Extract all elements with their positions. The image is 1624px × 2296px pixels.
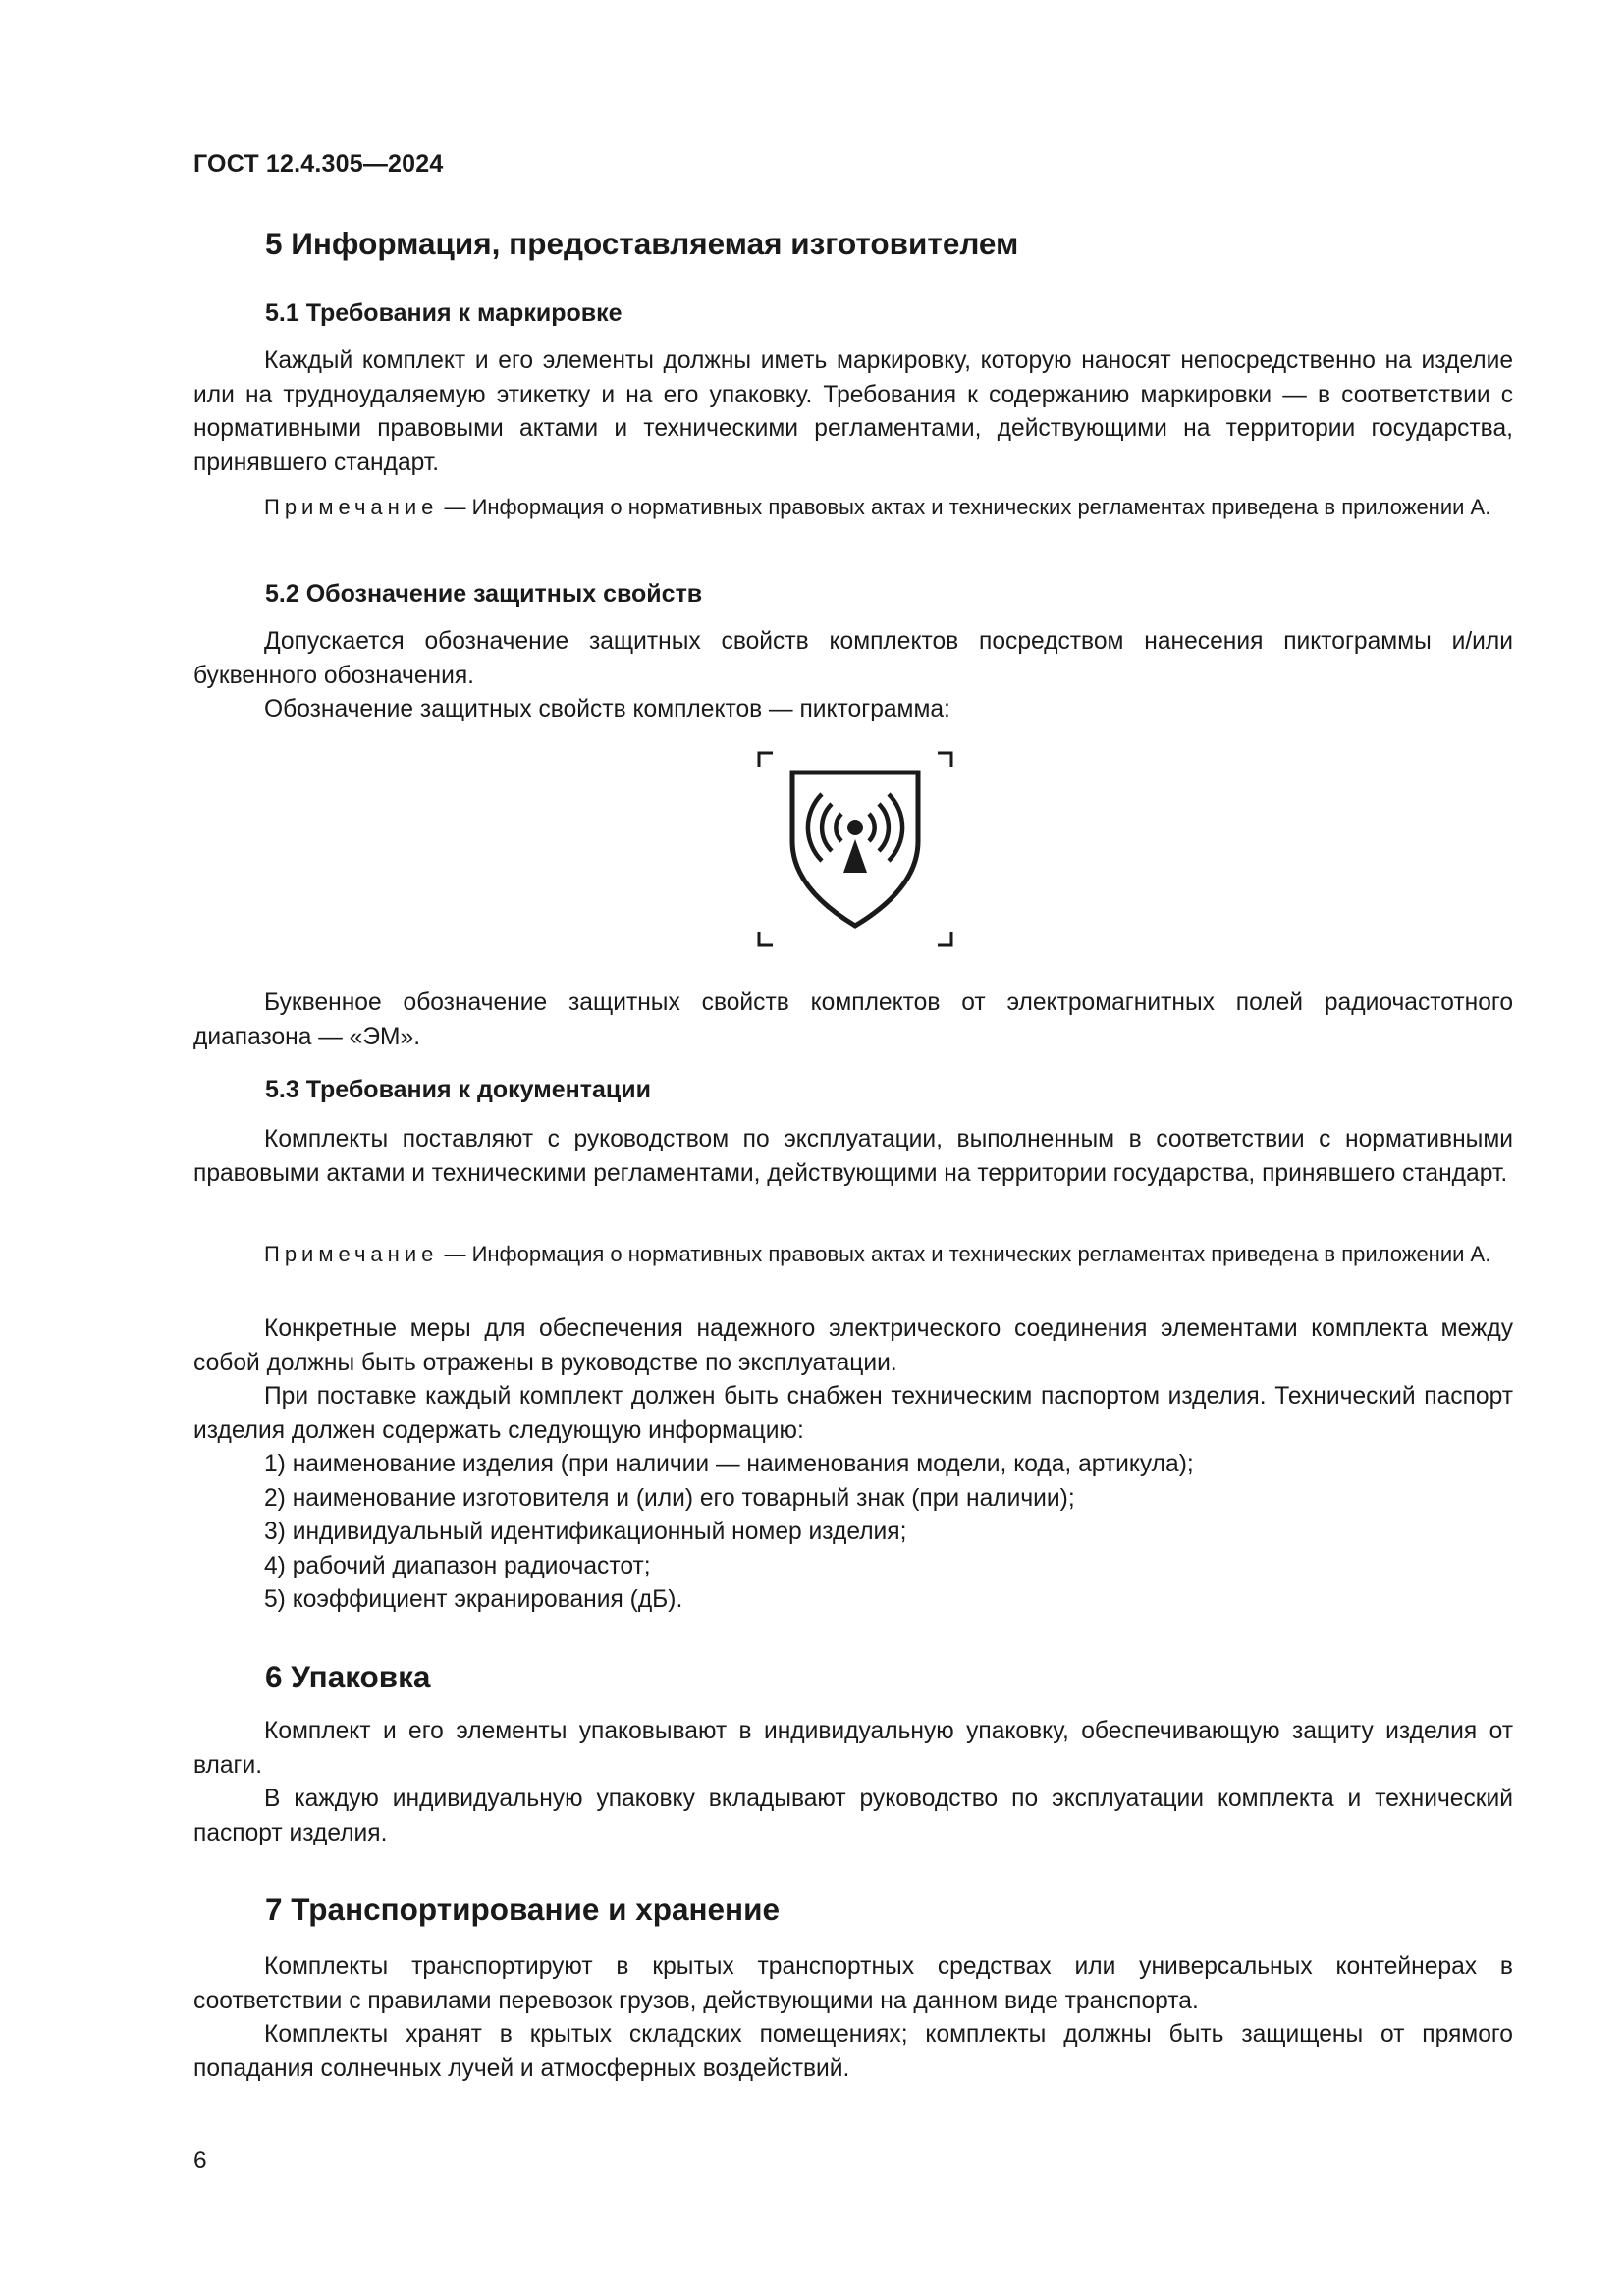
standard-code: ГОСТ 12.4.305—2024 [193, 150, 444, 178]
list-item: 2) наименование изготовителя и (или) его товарный знак (при наличии); [264, 1484, 1075, 1512]
paragraph-7-transport: Комплекты транспортируют в крытых транспортных средствах или универсальных контейнерах в соответствии с правилами перевозок грузов, действующими на данном виде транспорта. [193, 1953, 1513, 2014]
note-5-3 [193, 1239, 1513, 1270]
note-text: — Информация о нормативных правовых актах и технических регламентах приведена в приложении А. [438, 1242, 1491, 1266]
list-item: 5) коэффициент экранирования (дБ). [264, 1586, 683, 1614]
section-7-heading: 7 Транспортирование и хранение [265, 1892, 780, 1927]
subsection-5-3-heading: 5.3 Требования к документации [265, 1076, 651, 1103]
paragraph-6-packaging: Комплект и его элементы упаковывают в индивидуальную упаковку, обеспечивающую защиту изделия от влаги. [193, 1718, 1513, 1779]
paragraph-5-2-pictogram-intro: Обозначение защитных свойств комплектов — пиктограмма: [264, 696, 950, 722]
note-label: Примечание [264, 495, 439, 519]
subsection-5-1-heading: 5.1 Требования к маркировке [265, 299, 623, 327]
paragraph-5-3-passport: При поставке каждый комплект должен быть снабжен техническим паспортом изделия. Технический паспорт изделия должен содержать следующую информацию: [193, 1383, 1513, 1444]
paragraph-5-3-connection: Конкретные меры для обеспечения надежного электрического соединения элементами комплекта между собой должны быть отражены в руководстве по эксплуатации. [193, 1315, 1513, 1376]
paragraph-5-2-allowed: Допускается обозначение защитных свойств комплектов посредством нанесения пиктограммы и/или буквенного обозначения. [193, 628, 1513, 689]
page-number: 6 [193, 2148, 207, 2174]
section-5-heading: 5 Информация, предоставляемая изготовителем [265, 226, 1019, 261]
note-5-1 [193, 492, 1513, 523]
paragraph-6-manual-included: В каждую индивидуальную упаковку вкладывают руководство по эксплуатации комплекта и технический паспорт изделия. [193, 1786, 1513, 1846]
paragraph-5-2-letter-code: Буквенное обозначение защитных свойств комплектов от электромагнитных полей радиочастотного диапазона — «ЭМ». [193, 989, 1513, 1050]
note-text: — Информация о нормативных правовых актах и технических регламентах приведена в приложении А. [438, 495, 1491, 519]
list-item: 3) индивидуальный идентификационный номер изделия; [264, 1519, 907, 1546]
paragraph-5-1-marking: Каждый комплект и его элементы должны иметь маркировку, которую наносят непосредственно на изделие или на трудноудаляемую этикетку и на его упаковку. Требования к содержанию маркировки — в соответствии с нормативными правовыми актами и техническими регламентами, действующими на территории государства, принявшего стандарт. [193, 347, 1513, 476]
list-item: 1) наименование изделия (при наличии — наименования модели, кода, артикула); [264, 1451, 1194, 1477]
note-label: Примечание [264, 1242, 439, 1266]
section-6-heading: 6 Упаковка [265, 1659, 431, 1694]
list-item: 4) рабочий диапазон радиочастот; [264, 1552, 651, 1579]
passport-info-list [193, 1448, 1513, 1618]
shield-radio-emission-icon [757, 751, 953, 947]
paragraph-7-storage: Комплекты хранят в крытых складских помещениях; комплекты должны быть защищены от прямого попадания солнечных лучей и атмосферных воздействий. [193, 2021, 1513, 2082]
paragraph-5-3-manual: Комплекты поставляют с руководством по эксплуатации, выполненным в соответствии с нормативными правовыми актами и техническими регламентами, действующими на территории государства, принявшего стандарт. [193, 1126, 1513, 1187]
subsection-5-2-heading: 5.2 Обозначение защитных свойств [265, 580, 703, 608]
